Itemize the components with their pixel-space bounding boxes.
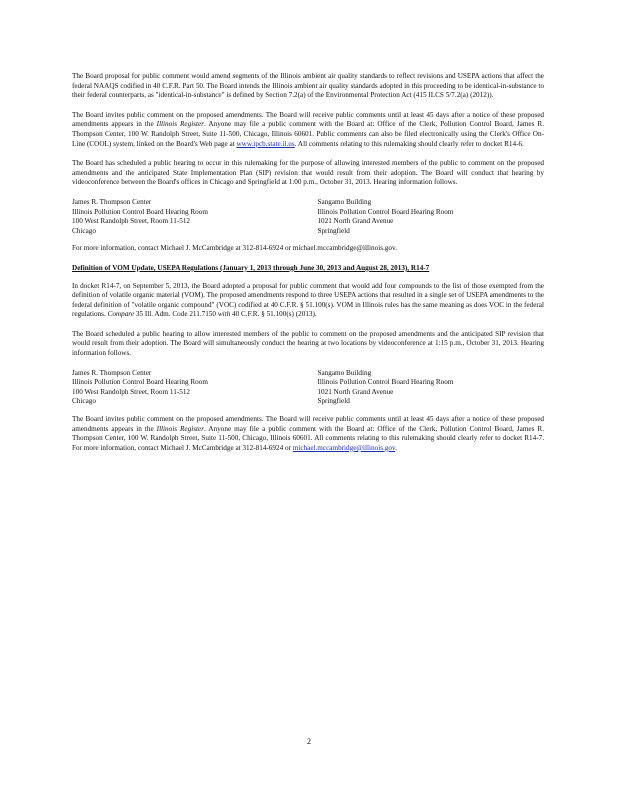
- register-title: Illinois Register: [156, 424, 204, 433]
- address-line: Sangamo Building: [317, 368, 372, 377]
- address-line: 1021 North Grand Avenue: [317, 387, 394, 396]
- text: 35 Ill. Adm. Code 211.7150: [134, 310, 218, 319]
- address-line: Illinois Pollution Control Board Hearing Room: [72, 378, 208, 387]
- text: The Board invites public comment on the proposed amendments. The Board will receive public comments until at least 45 days after a notice of these proposed amendments appears in the: [72, 415, 544, 433]
- address-line: Sangamo Building: [317, 197, 372, 206]
- hearing-locations-r14-7: [72, 369, 544, 407]
- paragraph-r14-7-intro: [72, 282, 544, 320]
- address-line: Springfield: [317, 397, 350, 406]
- paragraph-r14-7-hearing: The Board scheduled a public hearing to allow interested members of the public to comment on the proposed amendments and the anticipated SIP revision that would result from their adoption. The Board will simultaneously conduct the hearing at two locations by videoconference at 1:15 p.m., October 31, 2013. Hearing information follows.: [72, 329, 544, 358]
- hearing-locations-r14-6: [72, 198, 544, 236]
- paragraph-r14-6-intro: The Board proposal for public comment would amend segments of the Illinois ambient air quality standards to reflect revisions and USEPA actions that affect the federal NAAQS codified in 40 C.F.R. Part 50. The Board intends the Illinois ambient air quality standards adopted in this proceeding to be identical-in-substance to their federal counterparts, as "identical-in-substance" is defined by Section 7.2(a) of the Environmental Protection Act (415 ILCS 5/7.2(a) (2012)).: [72, 72, 544, 100]
- springfield-location: [317, 369, 544, 407]
- email-link[interactable]: michael.mccambridge@illinois.gov: [292, 443, 396, 452]
- chicago-location: [72, 198, 299, 236]
- address-line: Chicago: [72, 226, 96, 235]
- paragraph-r14-6-hearing: The Board has scheduled a public hearing to occur in this rulemaking for the purpose of allowing interested members of the public to comment on the proposed amendments and the anticipated State Implementation Plan (SIP) revision that would result from their adoption. The Board will conduct that hearing by videoconference between the Board's offices in Chicago and Springfield at 1:00 p.m., October 31, 2013. Hearing information follows.: [72, 159, 544, 187]
- address-line: Springfield: [317, 226, 350, 235]
- address-line: Illinois Pollution Control Board Hearing Room: [317, 207, 454, 216]
- text: . Anyone may file a public comment with the Board at: Office of the Clerk, Pollution Control Board, James R. Thompson Center, 100 W. Randolph Street, Suite 11-500, Chicago, Illinois 60601. All comments relating to this rulemaking should clearly refer to docket R14-7. For more information, contact Michael J. McCambridge at 312-814-6924 or: [72, 424, 544, 452]
- register-title: Illinois Register: [156, 120, 204, 129]
- address-line: Illinois Pollution Control Board Hearing Room: [72, 207, 208, 216]
- paragraph-contact-info: For more information, contact Michael J. McCambridge at 312-814-6924 or michael.mccambridge@illinois.gov.: [72, 244, 397, 253]
- page-number: 2: [307, 737, 311, 746]
- address-line: Chicago: [72, 397, 96, 406]
- address-line: James R. Thompson Center: [72, 368, 152, 377]
- text: . Anyone may file a public comment with the Board at: Office of the Clerk, Pollution Control Board, James R. Thompson Center, 100 W. Randolph Street, Suite 11-500, Chicago, Illinois 60601. Public comments can also be filed electronically using the Clerk's Office On-Line (COOL) system, linked on the Board's Web page at: [72, 120, 544, 148]
- address-line: Illinois Pollution Control Board Hearing Room: [317, 378, 454, 387]
- address-line: 100 West Randolph Street, Room 11-512: [72, 217, 191, 226]
- paragraph-r14-7-comment: [72, 415, 544, 453]
- board-website-link[interactable]: www.ipcb.state.il.us: [236, 139, 295, 148]
- text: .: [395, 443, 397, 452]
- document-page: [72, 72, 544, 463]
- with-term: with: [217, 310, 231, 319]
- text: The Board invites public comment on the proposed amendments. The Board will receive public comments until at least 45 days after a notice of these proposed amendments appears in the: [72, 110, 544, 129]
- section-heading-r14-7: Definition of VOM Update, USEPA Regulations (January 1, 2013 through June 30, 2013 and August 28, 2013), R14-7: [72, 263, 430, 272]
- text: In docket R14-7, on September 5, 2013, the Board adopted a proposal for public comment that would add four compounds to the list of those exempted from the definition of volatile organic material (VOM). The proposed amendments respond to three USEPA actions that resulted in a single set of USEPA amendments to the federal definition of "volatile organic compound" (VOC) codified at 40 C.F.R. § 51.100(s). VOM in Illinois rules has the same meaning as does VOC in the federal regulations.: [72, 281, 544, 319]
- chicago-location: [72, 369, 299, 407]
- compare-term: Compare: [107, 310, 135, 319]
- address-line: 1021 North Grand Avenue: [317, 217, 394, 226]
- text: 40 C.F.R. § 51.100(s) (2013).: [230, 310, 317, 319]
- text: . All comments relating to this rulemaking should clearly refer to docket R14-6.: [294, 139, 524, 148]
- paragraph-r14-6-comment: [72, 111, 544, 149]
- springfield-location: [317, 198, 544, 236]
- address-line: James R. Thompson Center: [72, 197, 152, 206]
- address-line: 100 West Randolph Street, Room 11-512: [72, 387, 191, 396]
